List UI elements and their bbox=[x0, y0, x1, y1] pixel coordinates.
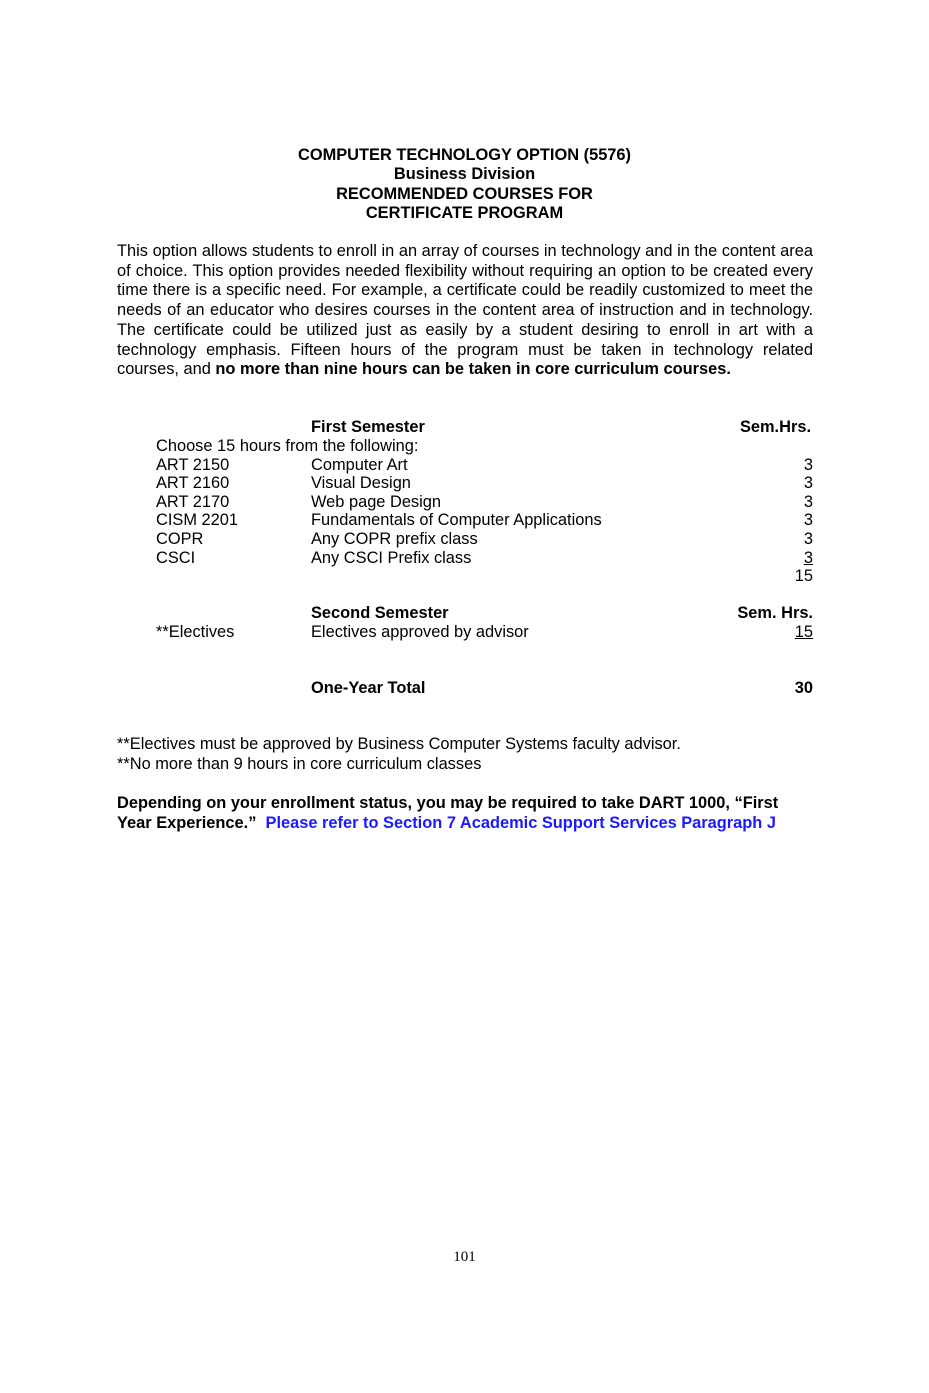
course-code: CSCI bbox=[156, 549, 196, 567]
division-name: Business Division bbox=[393, 165, 536, 183]
course-name: Any CSCI Prefix class bbox=[311, 549, 472, 567]
course-name: Computer Art bbox=[311, 456, 408, 474]
first-semester-title: First Semester bbox=[311, 418, 425, 436]
requirement-line-2-text: Year Experience.” bbox=[117, 814, 257, 832]
course-code: ART 2150 bbox=[156, 456, 230, 474]
second-semester-hours-header: Sem. Hrs. bbox=[737, 604, 813, 622]
course-hours: 3 bbox=[803, 456, 813, 474]
course-code: ART 2170 bbox=[156, 493, 230, 511]
course-name: Any COPR prefix class bbox=[311, 530, 478, 548]
intro-paragraph bbox=[117, 242, 813, 380]
course-hours: 3 bbox=[803, 511, 813, 529]
first-semester-hours-header: Sem.Hrs. bbox=[739, 418, 811, 436]
requirement-line-2 bbox=[117, 814, 776, 833]
page-number: 101 bbox=[453, 1249, 476, 1265]
second-semester-title: Second Semester bbox=[311, 604, 449, 622]
subtitle-line-1: RECOMMENDED COURSES FOR bbox=[336, 185, 593, 203]
course-code: COPR bbox=[156, 530, 204, 548]
total-label: One-Year Total bbox=[311, 679, 426, 697]
first-semester-instruction: Choose 15 hours from the following: bbox=[156, 437, 419, 455]
intro-bold-text: no more than nine hours can be taken in core curriculum courses. bbox=[215, 360, 731, 379]
course-hours: 3 bbox=[803, 530, 813, 548]
course-name: Visual Design bbox=[311, 474, 411, 492]
first-semester-subtotal: 15 bbox=[794, 567, 813, 585]
course-name: Electives approved by advisor bbox=[311, 623, 529, 641]
course-hours: 15 bbox=[794, 623, 813, 641]
doc-title: COMPUTER TECHNOLOGY OPTION (5576) bbox=[297, 146, 631, 164]
course-hours: 3 bbox=[803, 549, 813, 567]
course-code: **Electives bbox=[156, 623, 235, 641]
intro-text: This option allows students to enroll in an array of courses in technology and in the content area of choice. This option provides needed flexibility without requiring an option to be created every time there is a specific need. For example, a certificate could be readily customized to meet the needs of an educator who desires courses in the content area of instruction and in technology. The certificate could be utilized just as easily by a student desiring to enroll in art with a technology emphasis. Fifteen hours of the program must be taken in technology related courses, and bbox=[117, 242, 813, 379]
total-hours: 30 bbox=[794, 679, 813, 697]
course-name: Web page Design bbox=[311, 493, 441, 511]
course-code: CISM 2201 bbox=[156, 511, 238, 529]
note-core-limit: **No more than 9 hours in core curriculum classes bbox=[117, 755, 482, 773]
course-hours: 3 bbox=[803, 474, 813, 492]
course-hours: 3 bbox=[803, 493, 813, 511]
note-electives: **Electives must be approved by Business Computer Systems faculty advisor. bbox=[117, 735, 681, 753]
course-code: ART 2160 bbox=[156, 474, 230, 492]
course-name: Fundamentals of Computer Applications bbox=[311, 511, 602, 529]
requirement-line-1: Depending on your enrollment status, you may be required to take DART 1000, “First bbox=[117, 794, 779, 812]
subtitle-line-2: CERTIFICATE PROGRAM bbox=[365, 204, 564, 222]
section-7-link[interactable]: Please refer to Section 7 Academic Support Services Paragraph J bbox=[265, 814, 776, 832]
